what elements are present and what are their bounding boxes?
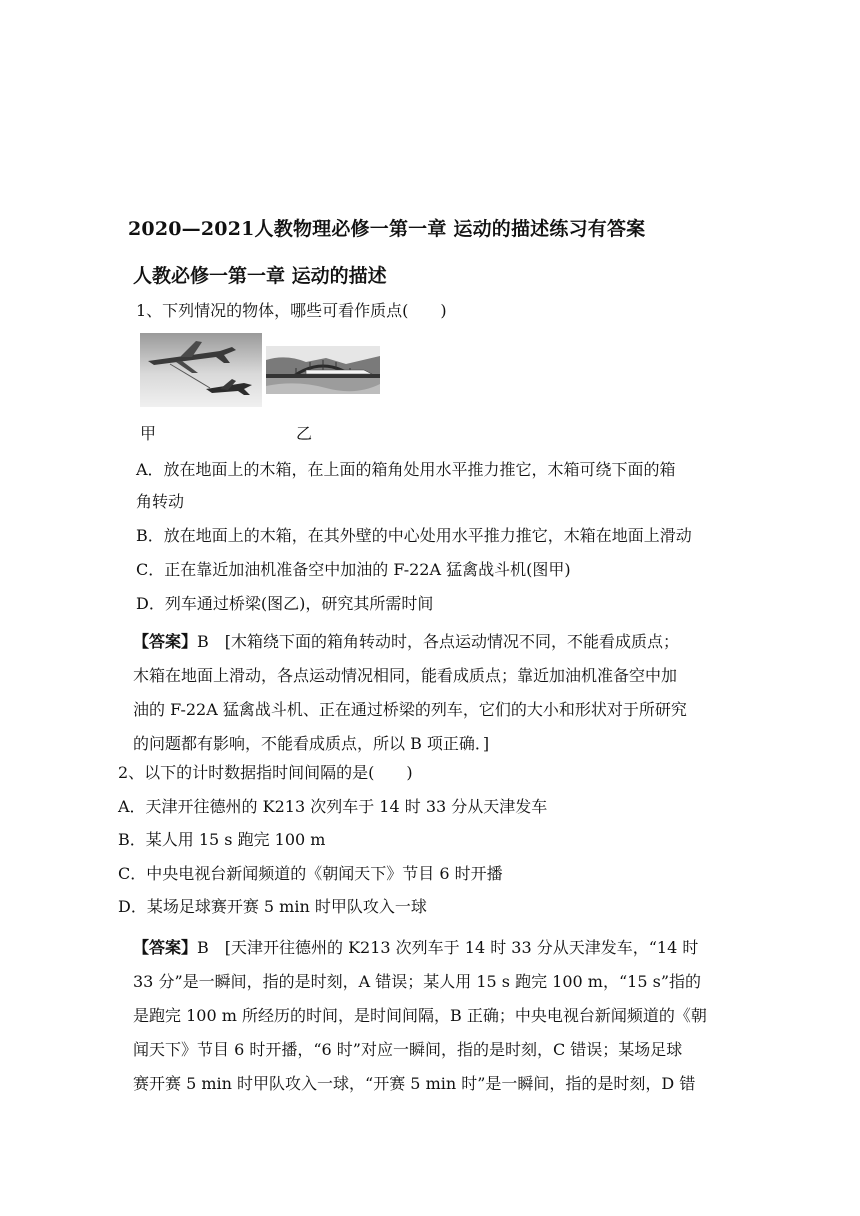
document-title: 2020—2021人教物理必修一第一章 运动的描述练习有答案 bbox=[128, 218, 646, 240]
answer-tag: 【答案】 bbox=[133, 938, 198, 957]
question-2-stem: 2、以下的计时数据指时间间隔的是( ) bbox=[118, 763, 413, 782]
q1-answer-line-4: 的问题都有影响，不能看成质点，所以 B 项正确．] bbox=[133, 734, 490, 753]
question-1-stem: 1、下列情况的物体，哪些可看作质点( ) bbox=[136, 301, 447, 320]
q2-answer-line-4: 闻天下》节目 6 时开播，“6 时”对应一瞬间，指的是时刻，C 错误；某场足球 bbox=[133, 1040, 683, 1059]
q2-answer-line-3: 是跑完 100 m 所经历的时间，是时间间隔，B 正确；中央电视台新闻频道的《朝 bbox=[133, 1006, 707, 1025]
section-heading: 人教必修一第一章 运动的描述 bbox=[133, 265, 387, 287]
q2-answer-line-1 bbox=[133, 935, 698, 958]
q1-option-a-continued: 角转动 bbox=[136, 492, 185, 511]
q1-option-a: A．放在地面上的木箱，在上面的箱角处用水平推力推它，木箱可绕下面的箱 bbox=[136, 460, 676, 479]
q1-answer-line-3: 油的 F-22A 猛禽战斗机、正在通过桥梁的列车，它们的大小和形状对于所研究 bbox=[133, 700, 687, 719]
answer-text: B [天津开往德州的 K213 次列车于 14 时 33 分从天津发车，“14 时 bbox=[197, 938, 699, 957]
q2-option-b: B．某人用 15 s 跑完 100 m bbox=[118, 830, 326, 849]
q1-answer-line-2: 木箱在地面上滑动，各点运动情况相同，能看成质点；靠近加油机准备空中加 bbox=[133, 666, 678, 685]
figure-bridge-photo bbox=[266, 346, 380, 394]
figure-label-jia: 甲 bbox=[140, 424, 157, 443]
q1-option-b: B．放在地面上的木箱，在其外壁的中心处用水平推力推它，木箱在地面上滑动 bbox=[136, 526, 692, 545]
answer-text: B [木箱绕下面的箱角转动时，各点运动情况不同，不能看成质点； bbox=[197, 632, 680, 651]
q2-option-c: C．中央电视台新闻频道的《朝闻天下》节目 6 时开播 bbox=[118, 864, 503, 883]
q1-answer-line-1 bbox=[133, 629, 679, 652]
q2-answer-line-2: 33 分”是一瞬间，指的是时刻，A 错误；某人用 15 s 跑完 100 m，“15 s”指的 bbox=[133, 972, 701, 991]
figure-refueling-photo bbox=[140, 333, 262, 407]
q2-answer-line-5: 赛开赛 5 min 时甲队攻入一球，“开赛 5 min 时”是一瞬间，指的是时刻，D 错 bbox=[133, 1074, 696, 1093]
q2-option-a: A．天津开往德州的 K213 次列车于 14 时 33 分从天津发车 bbox=[118, 797, 548, 816]
q2-option-d: D．某场足球赛开赛 5 min 时甲队攻入一球 bbox=[118, 897, 427, 916]
answer-tag: 【答案】 bbox=[133, 632, 198, 651]
figure-label-yi: 乙 bbox=[296, 424, 313, 443]
q1-option-c: C．正在靠近加油机准备空中加油的 F-22A 猛禽战斗机(图甲) bbox=[136, 560, 571, 579]
q1-option-d: D．列车通过桥梁(图乙)，研究其所需时间 bbox=[136, 594, 434, 613]
